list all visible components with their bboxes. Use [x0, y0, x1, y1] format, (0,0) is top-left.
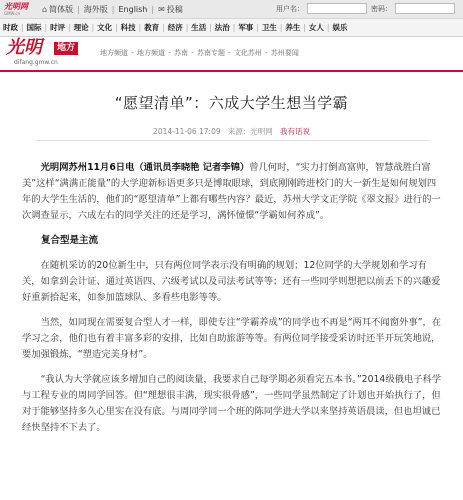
breadcrumb-sep: - — [165, 49, 173, 57]
link-submit[interactable]: 投稿 — [166, 4, 183, 14]
nav-item[interactable]: 文化 — [97, 23, 113, 32]
top-links — [42, 3, 187, 15]
nav-item[interactable]: 经济 — [167, 23, 183, 32]
nav-item[interactable]: 理论 — [73, 23, 89, 32]
header-divider — [0, 70, 463, 72]
breadcrumb-item[interactable]: 苏南专题 — [196, 49, 225, 57]
channel-logo-text: 光明 — [6, 37, 42, 58]
section-heading: 复合型是主流 — [41, 235, 99, 246]
nav-item[interactable]: 国际 — [26, 23, 42, 32]
nav-item[interactable]: 科技 — [120, 23, 136, 32]
nav-item[interactable]: 生活 — [191, 23, 207, 32]
article-source: 来源：光明网 — [227, 127, 273, 136]
home-icon: ⌂ — [42, 4, 48, 14]
channel-logo-tag: 地方 — [54, 42, 78, 55]
article-datetime: 2014-11-06 17:09 — [153, 127, 221, 136]
password-input[interactable] — [395, 3, 455, 14]
link-overseas[interactable]: 海外版 — [83, 4, 108, 14]
divider: | — [77, 4, 80, 14]
gmw-logo[interactable] — [4, 2, 34, 16]
nav-item[interactable]: 女人 — [308, 23, 324, 32]
comment-link[interactable]: 我有话说 — [279, 127, 310, 136]
nav-item[interactable]: 时政 — [3, 23, 18, 32]
breadcrumb-sep: - — [129, 49, 136, 57]
nav-item[interactable]: 时评 — [50, 23, 66, 32]
breadcrumb-item[interactable]: 苏南 — [173, 49, 188, 57]
nav-item[interactable]: 军事 — [238, 23, 254, 32]
article-meta — [0, 126, 463, 137]
password-label: 密码： — [371, 4, 392, 13]
dateline: 光明网苏州11月6日电（通讯员李晓艳 记者李锦） — [40, 162, 250, 173]
nav-item[interactable]: 法治 — [214, 23, 230, 32]
channel-logo[interactable] — [6, 38, 96, 68]
divider: | — [151, 4, 155, 14]
nav-item[interactable]: 娱乐 — [332, 23, 348, 32]
breadcrumb-item[interactable]: 文化苏州 — [233, 49, 262, 57]
channel-domain: difang.gmw.cn — [14, 59, 58, 66]
paragraph: 当然，如同现在需要复合型人才一样，即使专注“学霸养成”的同学也不再是“两耳不闻窗外事”，在学习之余，他们也有着丰富多彩的安排，比如自助旅游等等。有两位同学接受采访时还半开玩笑地说，要加强锻炼，“塑造完美身材”。 — [22, 317, 442, 360]
meta-divider — [35, 140, 430, 141]
nav-item[interactable]: 养生 — [285, 23, 301, 32]
breadcrumb-sep: - — [262, 49, 270, 57]
link-english[interactable]: English — [118, 4, 148, 14]
breadcrumb-item[interactable]: 地方频道 — [100, 49, 128, 57]
lead-paragraph — [22, 160, 442, 224]
breadcrumb-sep: - — [188, 49, 196, 57]
nav-item[interactable]: 卫生 — [261, 23, 277, 32]
paragraph: 在随机采访的20位新生中，只有两位同学表示没有明确的规划；12位同学的大学规划和学习有关，如拿到会计证、通过英语四、六级考试以及司法考试等等；还有一些同学则想把以前丢下的兴趣爱好重新拾起来，如参加篮球队、多看些电影等等。 — [22, 260, 441, 303]
gmw-logo-text: 光明网 — [4, 2, 28, 11]
main-nav: 时政 | 国际 | 时评 | 理论 | 文化 | 科技 | 教育 | 经济 | 生活 | 法治 | 军事 | 卫生 | 养生 | 女人 | 娱乐 — [0, 19, 463, 37]
top-bar — [0, 0, 463, 19]
mail-icon: ✉ — [158, 4, 165, 14]
lead-text: 曾几何时，“实力打倒高富帅，智慧战胜白富美”这样“满满正能量”的大学迎新标语更多只是博取眼球，到底刚刚跨进校门的大一新生是如何规划四年的大学生生活的，他们的“愿望清单”上都有哪些内容？最近，苏州大学文正学院《翠文报》进行的一次调查显示，六成左右的同学关注的还是学习，满怀憧憬“学霸如何养成”。 — [22, 162, 441, 221]
breadcrumb-item[interactable]: 地方频道 — [136, 49, 165, 57]
breadcrumb — [100, 48, 300, 58]
paragraph: “我认为大学就应该多增加自己的阅读量，我要求自己每学期必须看完五本书。”2014级俄电子科学与工程专业的周同学回答。但“理想很丰满，现实很骨感”，一些同学虽然制定了计划也开始执行了，但对于能够坚持多久心里实在没有底。与周同学同一个班的陈同学进大学以来坚持英语晨读，但也坦诚已经快坚持不下去了。 — [22, 374, 442, 433]
login-form — [276, 3, 459, 14]
breadcrumb-item[interactable]: 苏州要闻 — [270, 49, 299, 57]
nav-item[interactable]: 教育 — [144, 23, 160, 32]
gmw-logo-sub: GMW.cn — [4, 11, 21, 16]
article-title: “愿望清单”：六成大学生想当学霸 — [114, 94, 349, 112]
link-simplified[interactable]: 简体版 — [49, 4, 74, 14]
article-body — [22, 160, 442, 445]
username-label: 用户名： — [276, 4, 304, 13]
username-input[interactable] — [307, 3, 367, 14]
divider: | — [111, 4, 115, 14]
breadcrumb-sep: - — [225, 49, 233, 57]
